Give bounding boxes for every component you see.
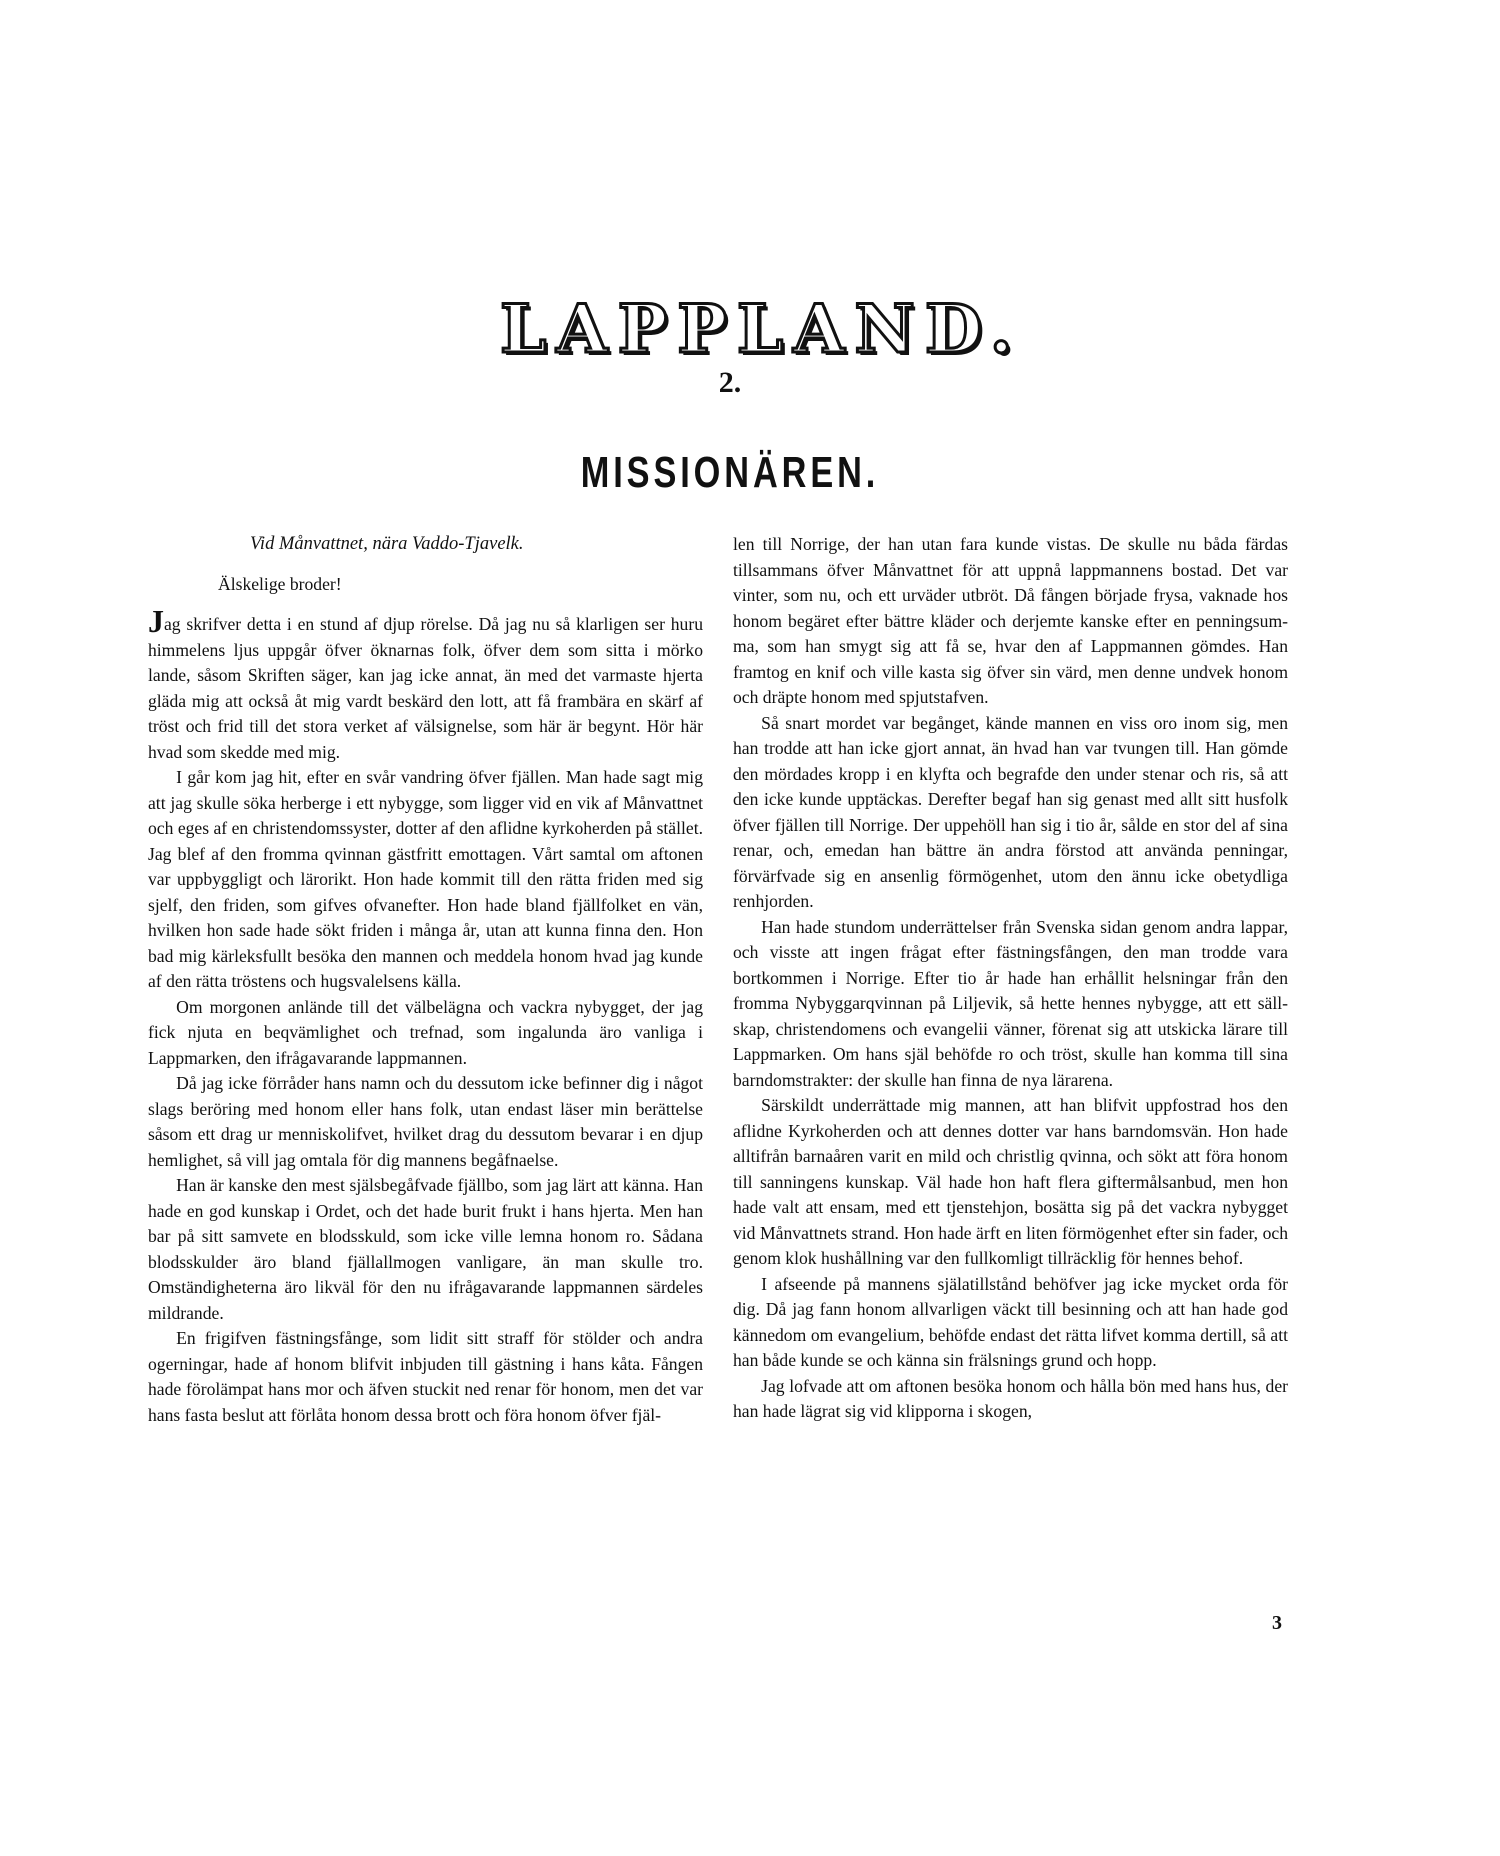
paragraph: Särskildt underrättade mig mannen, att han blifvit uppfostrad hos den aflidne Kyrkoherden och att dennes dotter var hans barndomsvän. Hon hade alltifrån barnaåren varit en mild och christlig qvinna, och sökt att föra honom till sanningens kunskap. Väl hade hon haft flera giftermålsanbud, men hon hade valt att ensam, med ett tjenstehjon, bosätta sig på det vackra nybygget vid Månvattnets strand. Hon hade ärft en liten förmögenhet efter sin fader, och genom klok hushållning var den fullkomligt tillräcklig för hennes behof.	[733, 1095, 1288, 1268]
paragraph: Han är kanske den mest själsbegåfvade fjällbo, som jag lärt att känna. Han hade en god kunskap i Ordet, och det hade burit frukt i hans hjerta. Men han bar på sitt samvete en blodsskuld, som icke ville lemna honom ro. Sådana blodsskulder äro bland fjällallmogen vanligare, än man skulle tro. Omständigheterna äro likväl för den nu ifrågavarande lappmannen särdeles mildrande.	[148, 1175, 703, 1323]
paragraph: len till Norrige, der han utan fara kunde vistas. De skulle nu båda färdas tillsammans öfver Månvattnet för att uppnå lappmannens bostad. Det var vinter, som nu, och ett urväder utbröt. Då fången började frysa, vaknade hos honom begäret efter bättre kläder och derjemte kanske efter en penningsumma, som han smygt sig att få se, hvar den af Lappmannen gömdes. Han framtog en knif och ville kasta sig öfver sin värd, men denne undvek honom och dräpte honom med spjutstafven.	[733, 534, 1288, 707]
paragraph: En frigifven fästningsfånge, som lidit sitt straff för stölder och andra ogerningar, hade af honom blifvit inbjuden till gästning i hans kåta. Fången hade förolämpat hans mor och äfven stuckit ned renar för honom, men det var hans fasta beslut att förlåta honom dessa brott och föra honom öfver fjäl-	[148, 1328, 703, 1425]
paragraph: Om morgonen anlände till det välbelägna och vackra nybygget, der jag fick njuta en beqvämlighet och trefnad, som ingalunda äro vanliga i Lappmarken, den ifrågavarande lappmannen.	[148, 996, 703, 1068]
paragraph	[148, 603, 703, 765]
chapter-number: 2.	[718, 366, 742, 399]
page-number: 3	[1272, 1612, 1282, 1634]
left-column	[148, 532, 703, 1428]
drop-cap: J	[148, 603, 164, 639]
section-title: MISSIONÄREN.	[580, 448, 880, 497]
paragraph: I afseende på mannens själatillstånd behöfver jag icke mycket orda för dig. Då jag fann honom allvarligen väckt till besinning och att han hade god kännedom om evangelium, behöfde endast det rätta lifvet komma dertill, så att han både kunde se och känna sin frälsnings grund och hopp.	[733, 1273, 1288, 1370]
paragraph: Då jag icke förråder hans namn och du dessutom icke befinner dig i något slags beröring med honom eller hans folk, utan endast läser min berättelse såsom ett drag ur menniskolifvet, hvilket drag du dessutom bevarar i en djup hemlighet, så vill jag omtala för dig mannens begåfnaelse.	[148, 1073, 703, 1170]
letter-dateline: Vid Månvattnet, nära Vaddo-Tjavelk.	[250, 534, 524, 554]
paragraph-text: ag skrifver detta i en stund af djup rörelse. Då jag nu så klarligen ser huru himmelens ljus uppgår öfver öknarnas folk, öfver dem som sitta i mörko lande, såsom Skriften säger, kan jag icke annat, än med det varmaste hjerta gläda mig att också åt mig vardt beskärd den lott, att få frambära en skärf af tröst och frid till det stora verket af välsignelse, som här är begynt. Hör här hvad som skedde med mig.	[148, 614, 703, 762]
letter-salutation: Älskelige broder!	[218, 573, 342, 594]
paragraph: Jag lofvade att om aftonen besöka honom och hålla bön med hans hus, der han hade lägrat sig vid klipporna i skogen,	[733, 1375, 1288, 1421]
paragraph: I går kom jag hit, efter en svår vandring öfver fjällen. Man hade sagt mig att jag skulle söka herberge i ett nybygge, som ligger vid en vik af Månvattnet och eges af en christendomssyster, dotter af den aflidne kyrkoherden på stället. Jag blef af den fromma qvinnan gästfritt emottagen. Vårt samtal om aftonen var uppbyggligt och lärorikt. Hon hade kommit till den rätta friden med sig sjelf, den friden, som gifves ofvanefter. Hon hade bland fjällfolket en vän, hvilken hon sade hade sökt friden i många år, utan att kunna finna den. Hon bad mig kärleksfullt besöka den mannen och meddela honom hvad jag kunde af den rätta tröstens och hugsvalelsens källa.	[148, 767, 703, 991]
paragraph: Så snart mordet var begånget, kände mannen en viss oro inom sig, men han trodde att han icke gjort annat, än hvad han var tvungen till. Han gömde den mördades kropp i en klyfta och begrafde den under stenar och ris, så att den icke kunde upptäckas. Derefter begaf han sig genast med allt sitt husfolk öfver fjällen till Norrige. Der uppehöll han sig i tio år, sålde en stor del af sina renar, och, emedan han bättre än andra förstod att använda penningar, förvärfvade sig en ansenlig förmögenhet, utom den ännu icke obetydliga renhjorden.	[733, 712, 1288, 911]
paragraph: Han hade stundom underrättelser från Svenska sidan genom andra lappar, och visste att ingen frågat efter fästningsfången, den man trodde vara bortkommen i Norrige. Efter tio år hade han erhållit helsningar från den fromma Nybyggarqvinnan på Liljevik, så hette hennes nybygge, att ett sällskap, christendomens och evangelii vänner, förenat sig att utskicka lärare till Lappmarken. Om hans själ behöfde ro och tröst, skulle han komma till sina barndomstrakter: der skulle han finna de nya lärarena.	[733, 916, 1288, 1090]
right-column	[733, 532, 1288, 1425]
chapter-title: LAPPLAND.	[500, 290, 1023, 368]
